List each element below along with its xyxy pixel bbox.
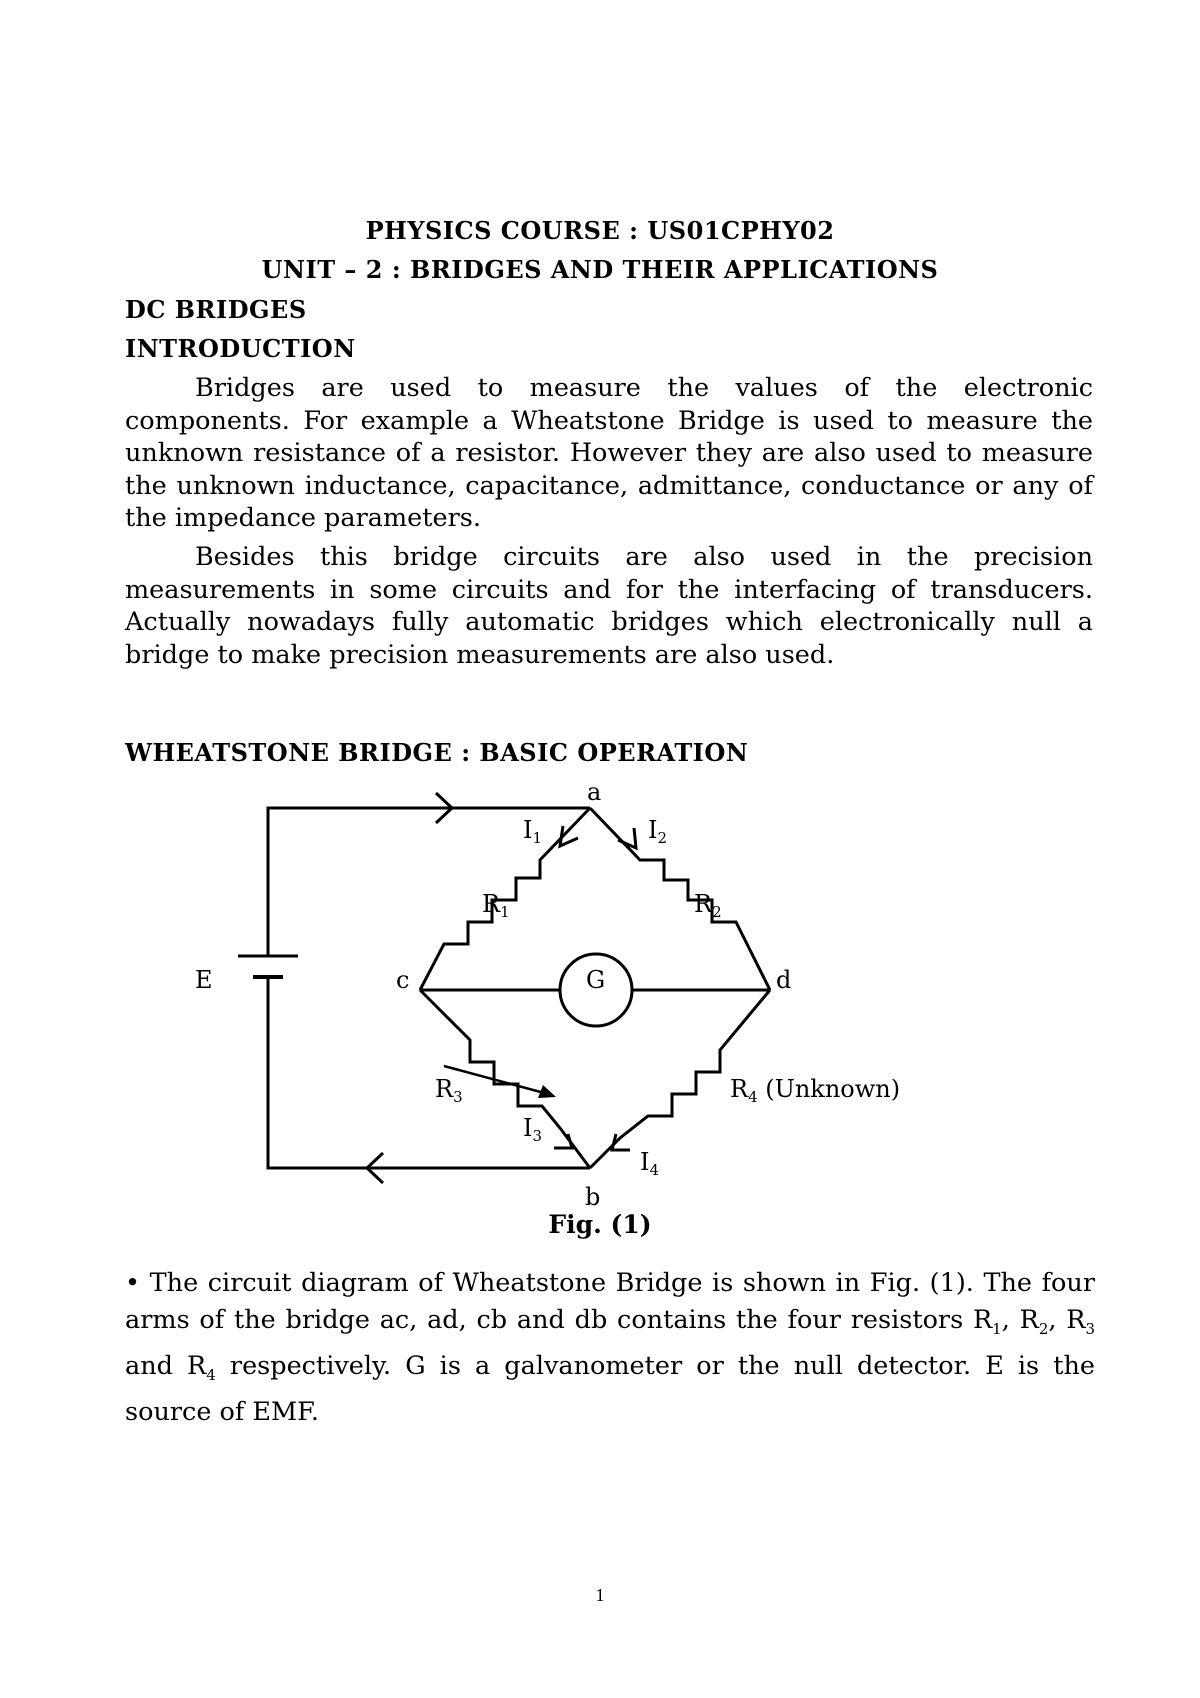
bullet-paragraph: [125, 1265, 1095, 1431]
page-number: 1: [595, 1585, 605, 1605]
node-d-label: d: [776, 966, 792, 994]
current-i3-label: $I_3$: [523, 1114, 543, 1145]
source-label: E: [195, 966, 213, 994]
bullet-text-5: respectively. G is a galvanometer or the null detector. E is the source of EMF.: [125, 1351, 1095, 1428]
heading-introduction: INTRODUCTION: [125, 334, 356, 363]
unit-title: UNIT – 2 : BRIDGES AND THEIR APPLICATIONS: [261, 255, 939, 284]
current-i2-label: $I_2$: [648, 816, 668, 847]
heading-wheatstone: WHEATSTONE BRIDGE : BASIC OPERATION: [125, 738, 749, 767]
bullet-text-1: The circuit diagram of Wheatstone Bridge is shown in Fig. (1). The four arms of the bridge ac, ad, cb and db contains the four resistors R: [125, 1268, 1096, 1335]
bullet-icon: •: [125, 1268, 141, 1298]
node-a-label: a: [587, 778, 602, 806]
paragraph-besides-text: Besides this bridge circuits are also used in the precision measurements in some circuits and for the interfacing of transducers. Actually nowadays fully automatic bridges which electronically null a bridge to make precision measurements are also used.: [125, 542, 1093, 670]
resistor-r1-label: $R_1$: [482, 890, 510, 921]
resistor-r2-label: $R_2$: [694, 890, 722, 921]
variable-arrow-head-icon: [538, 1085, 556, 1098]
node-b-label: b: [585, 1183, 601, 1211]
resistor-r2: [590, 808, 770, 990]
node-c-label: c: [396, 966, 410, 994]
figure-caption: Fig. (1): [548, 1210, 652, 1239]
arrow-i3-icon: [554, 1134, 572, 1148]
course-title: PHYSICS COURSE : US01CPHY02: [365, 216, 835, 245]
galvanometer-label: G: [586, 966, 606, 994]
resistor-r1: [420, 808, 590, 990]
current-i4-label: $I_4$: [640, 1148, 660, 1179]
heading-dc-bridges: DC BRIDGES: [125, 295, 307, 324]
bullet-text-2: , R: [1001, 1305, 1039, 1335]
sub-3: 3: [1085, 1320, 1095, 1339]
sub-1: 1: [992, 1320, 1002, 1339]
bullet-text-3: , R: [1048, 1305, 1086, 1335]
resistor-r4-label: $R_4$ (Unknown): [730, 1075, 901, 1106]
sub-4: 4: [206, 1366, 216, 1385]
sub-2: 2: [1038, 1320, 1049, 1339]
paragraph-intro-text: Bridges are used to measure the values of the electronic components. For example a Wheatstone Bridge is used to measure the unknown resistance of a resistor. However they are also used to measure the unknown inductance, capacitance, admittance, conductance or any of the impedance parameters.: [125, 373, 1093, 533]
bullet-text-4: and R: [125, 1351, 207, 1382]
resistor-r3-label: $R_3$: [435, 1075, 463, 1106]
current-i1-label: $I_1$: [523, 816, 543, 847]
